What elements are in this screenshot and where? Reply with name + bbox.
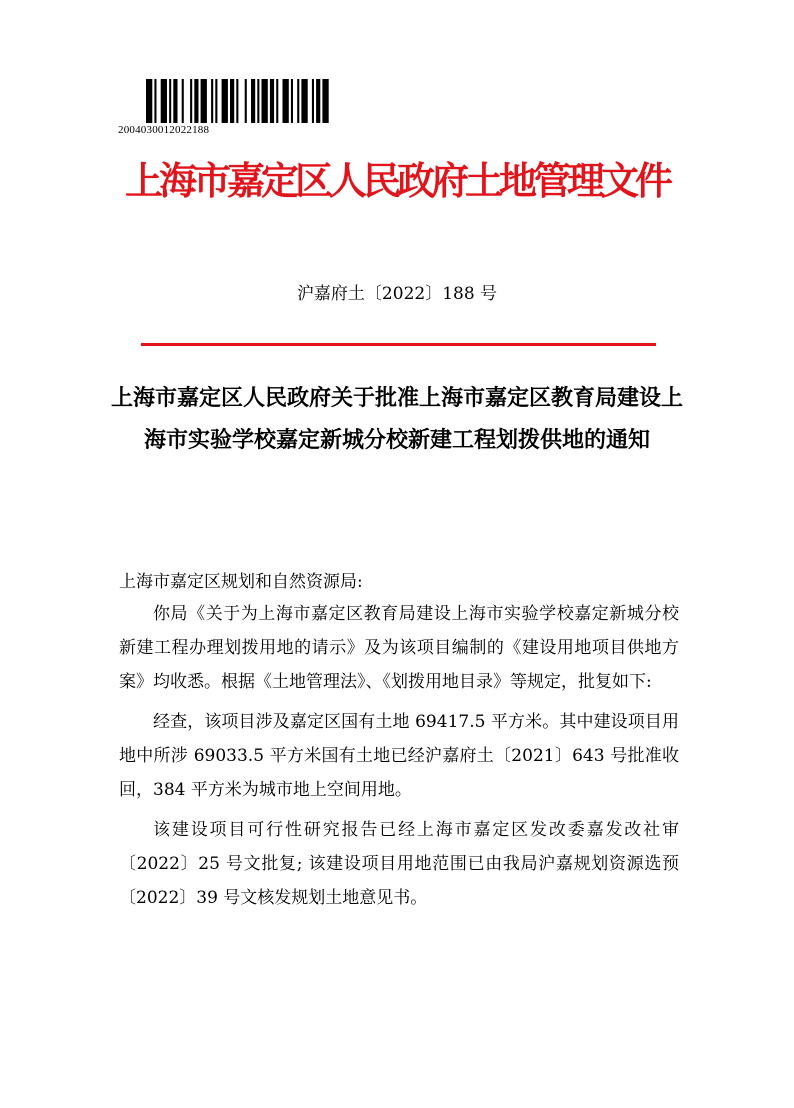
red-divider bbox=[141, 343, 656, 346]
paragraph-3: 该建设项目可行性研究报告已经上海市嘉定区发改委嘉发改社审〔2022〕25 号文批复; 该建设项目用地范围已由我局沪嘉规划资源选预〔2022〕39 号文核发规划土地意见书。 bbox=[119, 820, 679, 908]
addressee: 上海市嘉定区规划和自然资源局: bbox=[119, 572, 363, 592]
paragraph-2: 经查，该项目涉及嘉定区国有土地 69417.5 平方米。其中建设项目用地中所涉 69033.5 平方米国有土地已经沪嘉府土〔2021〕643 号批准收回，384 平方米为城市地上空间用地。 bbox=[119, 712, 679, 800]
barcode bbox=[146, 79, 396, 123]
document-number: 沪嘉府土〔2022〕188 号 bbox=[296, 284, 498, 304]
barcode-number: 2004030012022188 bbox=[118, 124, 210, 136]
document-body bbox=[119, 567, 679, 921]
paragraph-1: 你局《关于为上海市嘉定区教育局建设上海市实验学校嘉定新城分校新建工程办理划拨用地的请示》及为该项目编制的《建设用地项目供地方案》均收悉。根据《土地管理法》、《划拨用地目录》等规定，批复如下: bbox=[119, 604, 679, 692]
issuing-authority-header: 上海市嘉定区人民政府土地管理文件 bbox=[124, 158, 669, 203]
document-title: 上海市嘉定区人民政府关于批准上海市嘉定区教育局建设上海市实验学校嘉定新城分校新建工程划拨供地的通知 bbox=[110, 386, 683, 453]
